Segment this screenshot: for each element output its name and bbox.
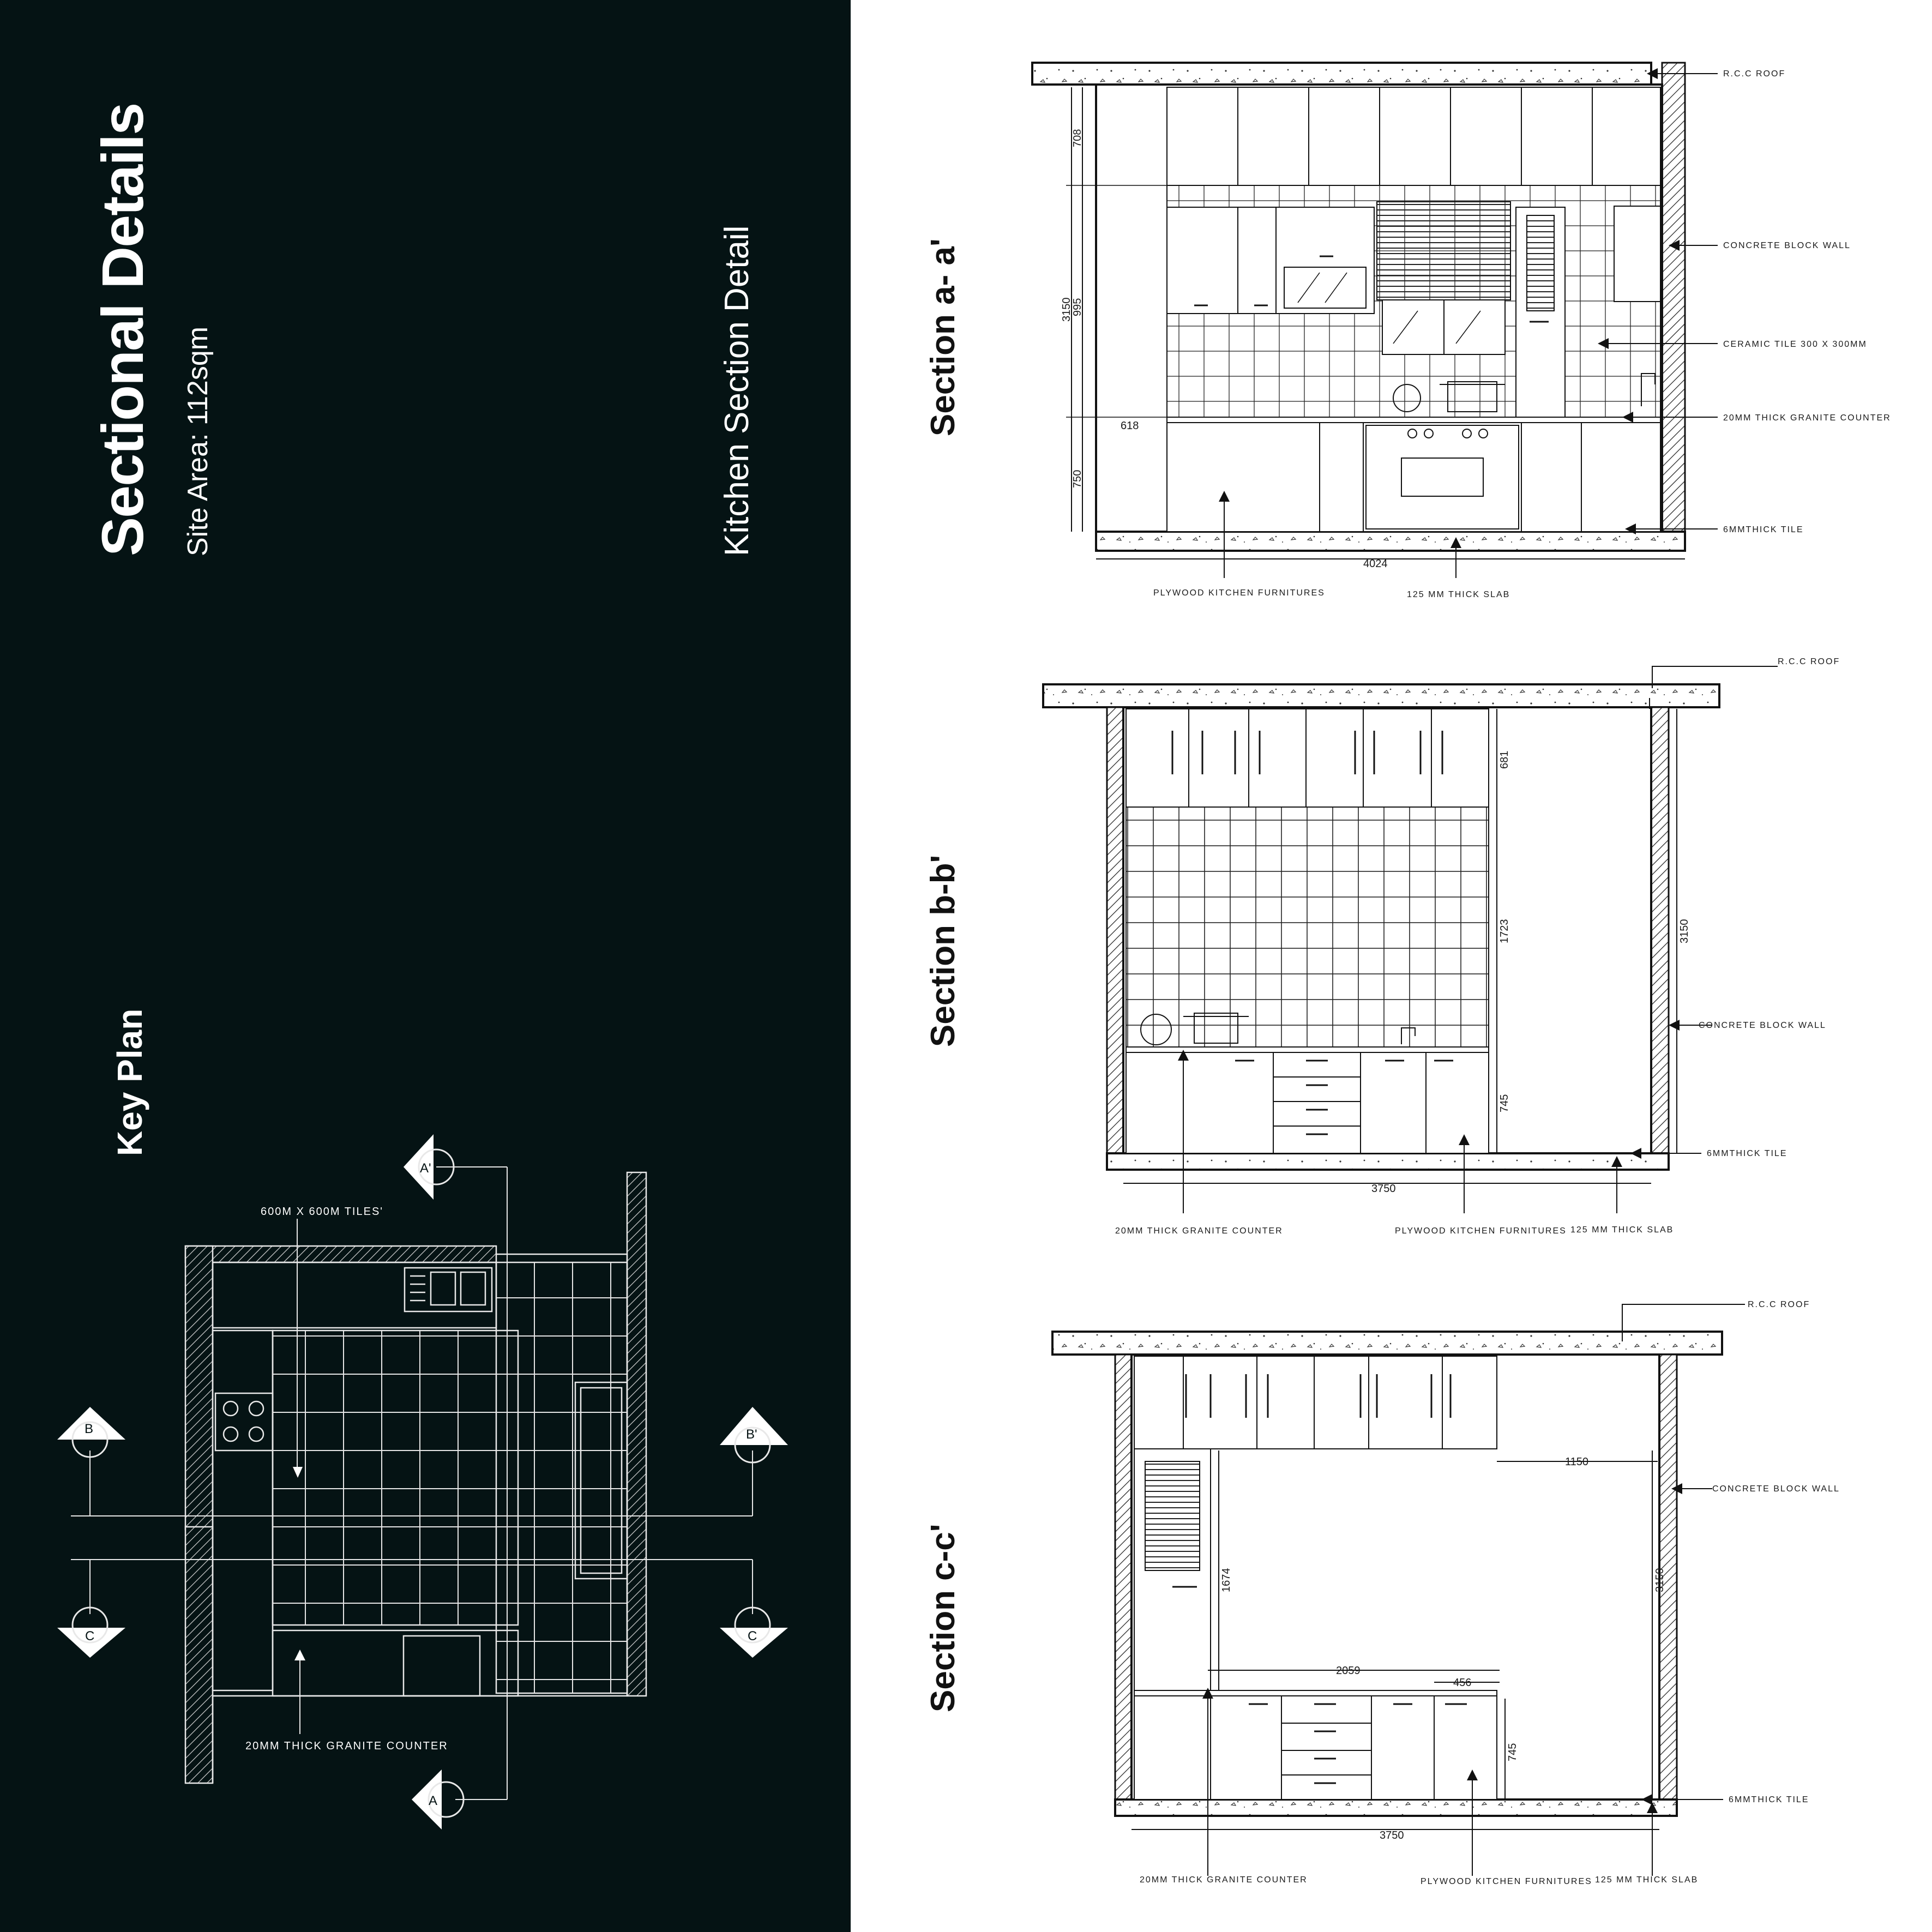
section-c-slab-label: 125 MM THICK SLAB [1595,1875,1699,1885]
section-c-wall-left [1115,1355,1131,1799]
section-b-dim-height: 3150 [1678,919,1690,943]
section-b-title: Section b-b' [924,854,962,1047]
section-a-slab-label: 125 MM THICK SLAB [1407,590,1510,599]
section-c-wall-label: CONCRETE BLOCK WALL [1712,1484,1840,1494]
site-area: Site Area: 112sqm [182,326,214,556]
section-b-furniture-label: PLYWOOD KITCHEN FURNITURES [1395,1226,1567,1236]
svg-text:C: C [85,1629,95,1644]
section-b-wall-left [1107,707,1123,1153]
section-a-wall [1662,63,1685,532]
sheet-title: Sectional Details [89,103,155,556]
section-b-slab-label: 125 MM THICK SLAB [1570,1225,1674,1235]
section-a-counter-label: 20MM THICK GRANITE COUNTER [1723,413,1891,423]
section-b-counter-label: 20MM THICK GRANITE COUNTER [1115,1226,1283,1236]
section-caption: Kitchen Section Detail [718,225,756,556]
section-c-roof-label: R.C.C ROOF [1748,1300,1810,1309]
key-plan-wall-left-low [185,1527,213,1783]
section-c-title: Section c-c' [924,1524,962,1712]
section-c-dim-base: 745 [1507,1743,1519,1761]
section-a-drawing [1032,63,1718,578]
section-a-dim-width: 4024 [1363,558,1388,570]
section-b-roof [1043,684,1719,707]
section-a-dim-height: 3150 [1061,297,1073,322]
section-b-dim-mid: 1723 [1498,919,1510,943]
section-a-roof [1032,63,1651,85]
section-c-drawing [1052,1332,1723,1876]
section-a-title: Section a- a' [924,238,962,436]
section-a-wall-label: CONCRETE BLOCK WALL [1723,241,1851,250]
svg-text:B: B [85,1422,94,1436]
section-b-floor-tile-label: 6MMTHICK TILE [1707,1149,1787,1158]
key-plan-wall-left [185,1246,213,1530]
section-c-dim-gap: 1150 [1565,1456,1589,1468]
section-a-counter [1167,417,1660,423]
svg-text:B': B' [746,1427,757,1442]
section-a-dim-base: 750 [1072,470,1084,488]
key-plan-tiles-side [496,1262,627,1693]
key-plan-title: Key Plan [110,1008,149,1156]
section-a-dim-mid: 995 [1072,298,1084,316]
section-a-roof-label: R.C.C ROOF [1723,69,1786,79]
svg-text:A': A' [420,1161,431,1176]
section-c-dim-run: 2059 [1336,1665,1361,1677]
section-a-floor-tile-label: 6MMTHICK TILE [1723,525,1804,534]
section-b-dim-width: 3750 [1371,1183,1396,1195]
section-c-dim-height: 3150 [1654,1568,1666,1592]
section-b-roof-label: R.C.C ROOF [1778,657,1840,666]
section-a-slab [1096,532,1685,551]
section-a-dim-upper: 708 [1072,129,1084,147]
section-b-tiles [1126,807,1489,1047]
section-b-dim-upper: 681 [1498,750,1510,769]
section-a-dim-counter: 618 [1121,420,1139,432]
section-c-counter [1134,1690,1497,1696]
section-c-dim-width: 3750 [1380,1829,1404,1841]
section-b-slab [1107,1153,1669,1170]
section-a-window [1377,202,1510,300]
section-b-wall-label: CONCRETE BLOCK WALL [1699,1021,1826,1030]
key-plan-counter-label: 20MM THICK GRANITE COUNTER [245,1740,448,1752]
section-c-counter-label: 20MM THICK GRANITE COUNTER [1140,1875,1308,1885]
key-plan-tiles-main [273,1331,518,1625]
section-c-dim-small: 456 [1453,1677,1472,1689]
svg-text:A: A [429,1793,438,1808]
section-b-counter [1126,1047,1489,1052]
section-c-floor-tile-label: 6MMTHICK TILE [1729,1795,1809,1804]
section-a-furniture-label: PLYWOOD KITCHEN FURNITURES [1153,588,1325,598]
section-b-drawing [1043,684,1719,1213]
svg-text:C: C [748,1629,757,1644]
section-c-roof [1052,1332,1722,1355]
key-plan-wall-top [185,1246,496,1262]
section-c-dim-mid: 1674 [1220,1568,1232,1592]
section-c-slab [1115,1799,1677,1816]
section-c-furniture-label: PLYWOOD KITCHEN FURNITURES [1421,1877,1592,1886]
key-plan-tiles-label: 600M X 600M TILES' [261,1206,384,1218]
key-plan-wall-right [627,1172,646,1696]
section-a-tile-label: CERAMIC TILE 300 X 300MM [1723,340,1867,349]
section-b-dim-base: 745 [1498,1094,1510,1112]
section-b-wall-right [1651,707,1669,1153]
